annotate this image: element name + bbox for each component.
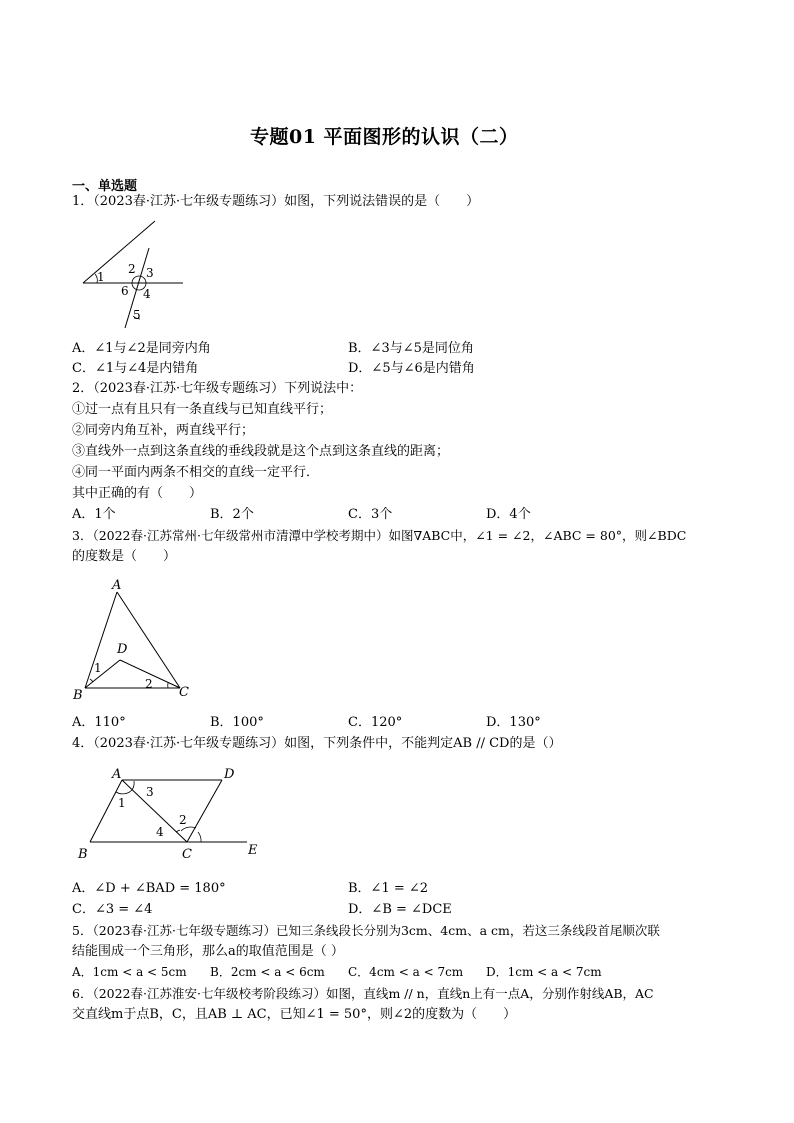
q2-stem: 2．（2023春·江苏·七年级专题练习）下列说法中： <box>72 381 363 396</box>
q2-statement-2: ②同旁内角互补，两直线平行； <box>72 423 255 438</box>
q3-stem-line2: 的度数是（ ） <box>72 549 177 564</box>
q1-option-b: B．∠3与∠5是同位角 <box>348 341 474 356</box>
q2-option-b: B．2个 <box>210 507 254 522</box>
q5-stem-line1: 5．（2023春·江苏·七年级专题练习）已知三条线段长分别为3cm、4cm、a cm，若这三条线段首尾顺次联 <box>72 923 660 938</box>
q1-figure <box>75 213 200 333</box>
q4-label-2: 2 <box>179 813 187 827</box>
q6-stem-line1: 6．（2022春·江苏淮安·七年级校考阶段练习）如图，直线m // n，直线n上有一点A，分别作射线AB，AC <box>72 986 654 1001</box>
page-title: 专题01 平面图形的认识（二） <box>250 126 519 148</box>
q2-option-a: A．1个 <box>72 507 116 522</box>
q3-stem-line1: 3．（2022春·江苏常州·七年级常州市清潭中学校考期中）如图∇ABC中，∠1 = ∠2，∠ABC = 80°，则∠BDC <box>72 528 687 543</box>
q2-question: 其中正确的有（ ） <box>72 486 203 501</box>
q3-label-a: A <box>112 578 122 593</box>
q3-option-a: A．110° <box>72 715 126 730</box>
q4-label-d: D <box>224 767 235 782</box>
q4-label-4: 4 <box>156 825 164 839</box>
q4-option-a: A．∠D + ∠BAD = 180° <box>72 881 226 896</box>
q3-option-d: D．130° <box>486 715 541 730</box>
q4-stem: 4．（2023春·江苏·七年级专题练习）如图，下列条件中，不能判定AB // CD的是（） <box>72 736 562 751</box>
q2-statement-1: ①过一点有且只有一条直线与已知直线平行； <box>72 402 333 417</box>
q4-figure <box>72 758 272 864</box>
q1-option-d: D．∠5与∠6是内错角 <box>348 361 475 376</box>
q3-figure <box>70 574 200 706</box>
q1-label-3: 3 <box>146 266 154 280</box>
q2-statement-3: ③直线外一点到这条直线的垂线段就是这个点到这条直线的距离； <box>72 444 450 459</box>
section-heading: 一、单选题 <box>72 179 138 194</box>
q3-label-c: C <box>179 685 189 700</box>
q3-label-d: D <box>117 642 128 657</box>
q1-label-6: 6 <box>121 284 129 298</box>
q2-option-c: C．3个 <box>348 507 393 522</box>
q5-option-b: B．2cm < a < 6cm <box>210 965 325 979</box>
q4-label-1: 1 <box>118 796 126 810</box>
q2-option-d: D．4个 <box>486 507 531 522</box>
q1-label-4: 4 <box>143 287 151 301</box>
q5-option-c: C．4cm < a < 7cm <box>348 965 464 979</box>
q4-label-c: C <box>182 847 192 862</box>
q2-statement-4: ④同一平面内两条不相交的直线一定平行． <box>72 465 320 480</box>
q3-option-c: C．120° <box>348 715 403 730</box>
q4-option-d: D．∠B = ∠DCE <box>348 902 452 917</box>
q1-option-a: A．∠1与∠2是同旁内角 <box>72 341 211 356</box>
q4-label-3: 3 <box>146 785 154 799</box>
q4-label-b: B <box>78 847 88 862</box>
q1-option-c: C．∠1与∠4是内错角 <box>72 361 199 376</box>
q3-label-b: B <box>73 688 83 703</box>
q3-label-2: 2 <box>145 677 153 691</box>
q1-stem: 1．（2023春·江苏·七年级专题练习）如图，下列说法错误的是（ ） <box>72 194 480 209</box>
q4-option-b: B．∠1 = ∠2 <box>348 881 429 896</box>
q4-label-a: A <box>112 767 122 782</box>
q5-option-d: D．1cm < a < 7cm <box>486 965 602 979</box>
q1-label-1: 1 <box>97 270 105 284</box>
q3-label-1: 1 <box>94 661 102 675</box>
q3-option-b: B．100° <box>210 715 264 730</box>
q6-stem-line2: 交直线m于点B，C，且AB ⊥ AC，已知∠1 = 50°，则∠2的度数为（ ） <box>72 1007 517 1022</box>
q1-label-5: 5 <box>133 308 141 322</box>
q4-option-c: C．∠3 = ∠4 <box>72 902 153 917</box>
q5-stem-line2: 结能围成一个三角形，那么a的取值范围是（ ） <box>72 944 344 959</box>
q5-option-a: A．1cm < a < 5cm <box>72 965 187 979</box>
q1-label-2: 2 <box>128 262 136 276</box>
q4-label-e: E <box>248 843 258 858</box>
